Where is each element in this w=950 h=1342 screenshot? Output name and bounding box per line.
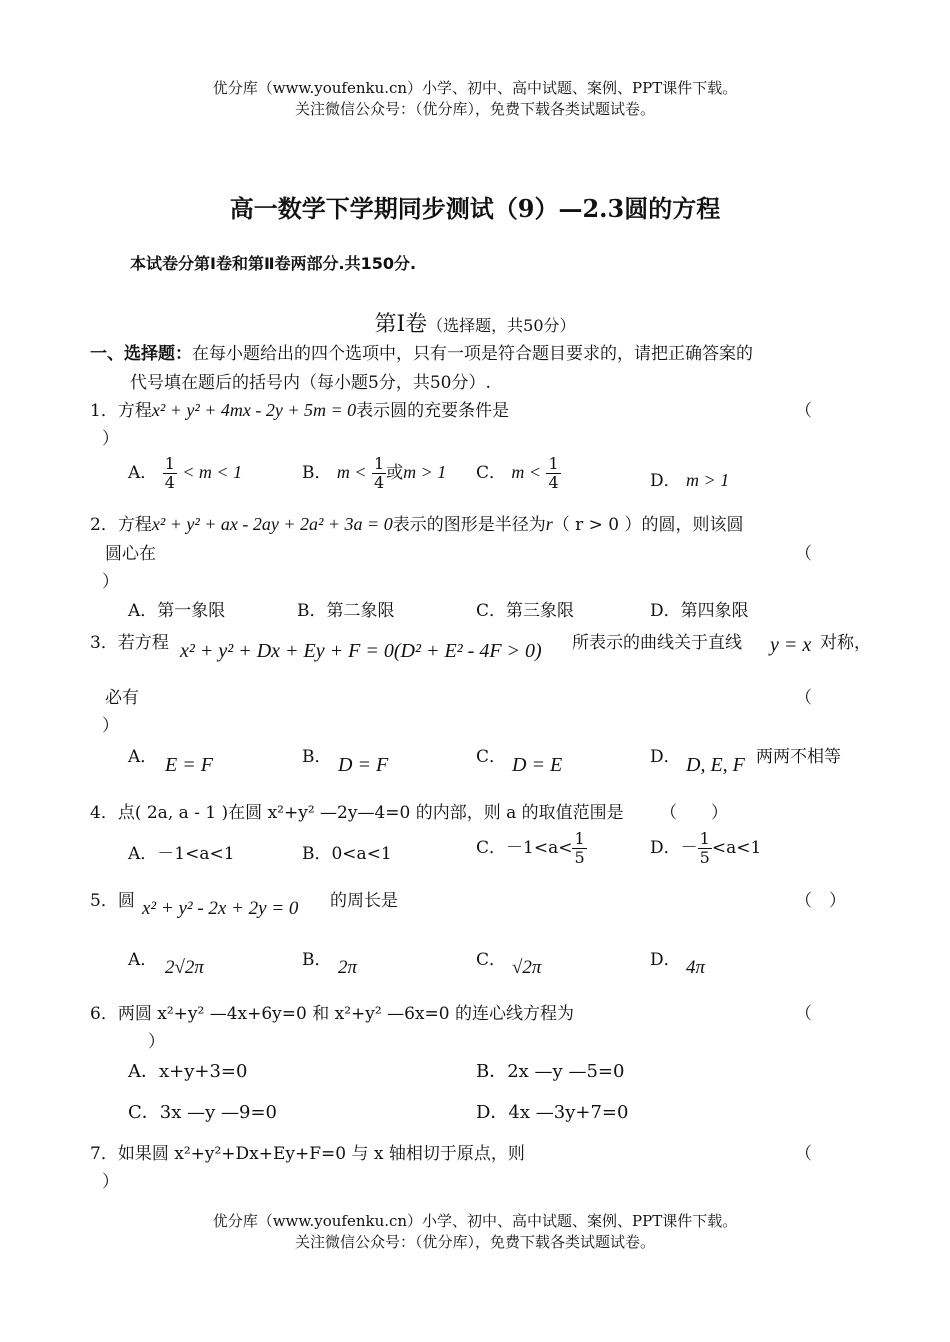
q5-option-d (686, 957, 705, 979)
q2-option-b[interactable]: B．第二象限 (297, 601, 395, 621)
q4-option-b[interactable]: B．0<a<1 (302, 844, 392, 864)
intro-text: 本试卷分第Ⅰ卷和第Ⅱ卷两部分.共150分. (130, 254, 417, 273)
q1-c-num: 1 (548, 454, 559, 473)
q1-d-text: m > 1 (686, 470, 730, 490)
q3-b-text: D = F (338, 754, 389, 776)
page-title: 高一数学下学期同步测试（9）—2.3圆的方程 (229, 194, 721, 223)
q4-d-post: <a<1 (711, 838, 762, 858)
footer-line-1: 优分库（www.youfenku.cn）小学、初中、高中试题、案例、PPT课件下载。 (212, 1212, 738, 1230)
question-6 (90, 999, 574, 1024)
q1-b-num: 1 (373, 454, 385, 473)
q3-option-a (165, 754, 213, 777)
q4-d-den: 5 (699, 848, 710, 867)
q4-answer-paren[interactable]: （ ） (660, 803, 728, 823)
q5-a-text: 2√2π (165, 957, 204, 978)
q4-d-num: 1 (699, 829, 710, 848)
q3-option-d-label[interactable]: D． (650, 747, 681, 767)
q1-c-fraction (546, 455, 560, 492)
q1-c-label: C． (476, 463, 507, 483)
q3-post2: 对称， (820, 633, 871, 653)
q4-c-fraction (572, 830, 586, 867)
q1-option-c[interactable] (476, 455, 561, 492)
q5-equation (142, 898, 298, 920)
q4-number: 4． (90, 803, 118, 823)
q6-answer-paren-open[interactable]: （ (795, 1004, 812, 1024)
q6-option-d[interactable]: D．4x —3y+7=0 (476, 1102, 629, 1123)
q1-post: 表示圆的充要条件是 (356, 401, 510, 421)
q5-option-d-label[interactable]: D． (650, 950, 681, 970)
q7-number: 7． (90, 1144, 118, 1164)
q3-answer-paren-open[interactable]: （ (795, 688, 812, 708)
q1-a-label: A． (128, 463, 158, 483)
q3-d-text: D, E, F (686, 754, 745, 776)
section-note: （选择题，共50分） (427, 316, 576, 335)
q5-d-text: 4π (686, 957, 706, 978)
section-heading (0, 307, 950, 338)
q2-answer-paren-close: ） (102, 572, 119, 592)
q5-c-text: √2π (512, 957, 542, 978)
q2-option-a[interactable]: A．第一象限 (128, 601, 226, 621)
instruction-text-1: 在每小题给出的四个选项中，只有一项是符合题目要求的，请把正确答案的 (192, 344, 753, 364)
q1-a-den: 4 (164, 473, 175, 492)
instruction-line-2: 代号填在题后的括号内（每小题5分，共50分）. (130, 373, 491, 393)
q2-option-c[interactable]: C．第三象限 (476, 601, 575, 621)
question-7 (90, 1139, 525, 1164)
q5-option-c (512, 957, 541, 979)
q6-option-a[interactable]: A．x+y+3=0 (128, 1061, 248, 1082)
q1-equation: x² + y² + 4mx - 2y + 5m = 0 (151, 400, 357, 420)
q1-b-label: B． (302, 463, 332, 483)
q1-a-num: 1 (164, 454, 175, 473)
q1-pre: 方程 (117, 401, 152, 421)
q4-d-pre: D．－ (650, 838, 698, 858)
q1-b-pre: m < (336, 462, 367, 482)
footer-line-2: 关注微信公众号：（优分库），免费下载各类试题试卷。 (294, 1233, 655, 1251)
q6-text: 两圆 x²+y² —4x+6y=0 和 x²+y² —6x=0 的连心线方程为 (117, 1004, 574, 1024)
q1-b-fraction (372, 455, 386, 492)
q2-pre: 方程 (117, 515, 152, 535)
q1-b-den: 4 (373, 473, 385, 492)
q4-c-num: 1 (574, 829, 585, 848)
q3-eq-text: x² + y² + Dx + Ey + F = 0(D² + E² - 4F > 0) (180, 640, 542, 662)
q3-option-d-post: 两两不相等 (756, 747, 841, 767)
q5-eq-text: x² + y² - 2x + 2y = 0 (142, 898, 299, 919)
q4-option-d[interactable] (650, 830, 761, 867)
q4-c-pre: C．－1<a< (476, 838, 573, 858)
header-line-2: 关注微信公众号：（优分库），免费下载各类试题试卷。 (294, 100, 655, 118)
q2-cond: （ r > 0 ）的圆，则该圆 (552, 515, 744, 535)
q5-post: 的周长是 (330, 891, 398, 911)
q3-equation (180, 640, 542, 663)
q3-line-text: y = x (770, 634, 812, 656)
q3-answer-paren-close: ） (102, 716, 119, 736)
q2-answer-paren-open[interactable]: （ (795, 544, 812, 564)
instruction-line-1 (90, 339, 753, 364)
q1-d-label: D． (650, 471, 681, 491)
q3-option-b-label[interactable]: B． (302, 747, 332, 767)
q1-answer-paren-close: ） (102, 429, 119, 449)
q3-a-text: E = F (165, 754, 213, 776)
question-4 (90, 798, 624, 823)
q1-a-fraction (163, 455, 177, 492)
q5-option-a (165, 957, 204, 979)
instruction-label: 一、选择题： (90, 344, 192, 364)
q1-option-a[interactable] (128, 455, 242, 492)
q1-option-b[interactable] (302, 455, 446, 492)
q1-c-pre: m < (511, 462, 542, 482)
q5-option-b-label[interactable]: B． (302, 950, 332, 970)
q7-text: 如果圆 x²+y²+Dx+Ey+F=0 与 x 轴相切于原点，则 (117, 1144, 525, 1164)
q7-answer-paren-close: ） (102, 1172, 119, 1192)
q3-option-d (686, 754, 745, 777)
q5-answer-paren[interactable]: （ ） (795, 891, 846, 911)
q1-answer-paren-open[interactable]: （ (795, 401, 812, 421)
q3-c-text: D = E (512, 754, 563, 776)
q3-number: 3． (90, 633, 118, 653)
q4-text: 点( 2a, a - 1 )在圆 x²+y² —2y—4=0 的内部，则 a 的取值范围是 (117, 803, 624, 823)
q5-option-c-label[interactable]: C． (476, 950, 507, 970)
q2-option-d[interactable]: D．第四象限 (650, 601, 749, 621)
q5-option-b (338, 957, 357, 979)
q2-r: r (545, 514, 553, 534)
q7-answer-paren-open[interactable]: （ (795, 1144, 812, 1164)
q3-option-c (512, 754, 562, 777)
q1-b-or: 或 (386, 463, 404, 483)
header-line-1: 优分库（www.youfenku.cn）小学、初中、高中试题、案例、PPT课件下载。 (212, 79, 738, 97)
question-1 (90, 396, 509, 421)
q1-a-text: < m < 1 (182, 462, 243, 482)
q1-c-den: 4 (548, 473, 559, 492)
q3-start (90, 628, 169, 653)
q5-option-a-label[interactable]: A． (128, 950, 158, 970)
q6-answer-paren-close: ） (148, 1032, 165, 1052)
q1-b-post: m > 1 (403, 462, 447, 482)
q5-number: 5． (90, 891, 118, 911)
q5-b-text: 2π (338, 957, 358, 978)
q1-option-d[interactable] (650, 466, 729, 491)
q4-d-fraction (698, 830, 712, 867)
q5-pre: 圆 (117, 891, 135, 911)
q4-c-den: 5 (574, 848, 585, 867)
q3-line-2: 必有 (105, 688, 139, 708)
section-label: 第Ⅰ卷 (374, 312, 428, 337)
q4-option-c[interactable] (476, 830, 587, 867)
q2-mid: 表示的图形是半径为 (392, 515, 546, 535)
q6-option-b[interactable]: B．2x —y —5=0 (476, 1061, 625, 1082)
q4-option-a[interactable]: A．－1<a<1 (128, 844, 235, 864)
q3-pre: 若方程 (117, 633, 169, 653)
q6-number: 6． (90, 1004, 118, 1024)
q2-equation: x² + y² + ax - 2ay + 2a² + 3a = 0 (151, 514, 393, 534)
q3-option-c-label[interactable]: C． (476, 747, 507, 767)
q5-start (90, 886, 135, 911)
q1-number: 1． (90, 401, 118, 421)
question-2 (90, 510, 744, 535)
q6-option-c[interactable]: C．3x —y —9=0 (128, 1102, 277, 1123)
q3-option-b (338, 754, 388, 777)
q3-line (770, 634, 811, 657)
q3-option-a-label[interactable]: A． (128, 747, 158, 767)
q2-line-2: 圆心在 (105, 544, 156, 564)
q2-number: 2． (90, 515, 118, 535)
q3-post: 所表示的曲线关于直线 (572, 633, 742, 653)
